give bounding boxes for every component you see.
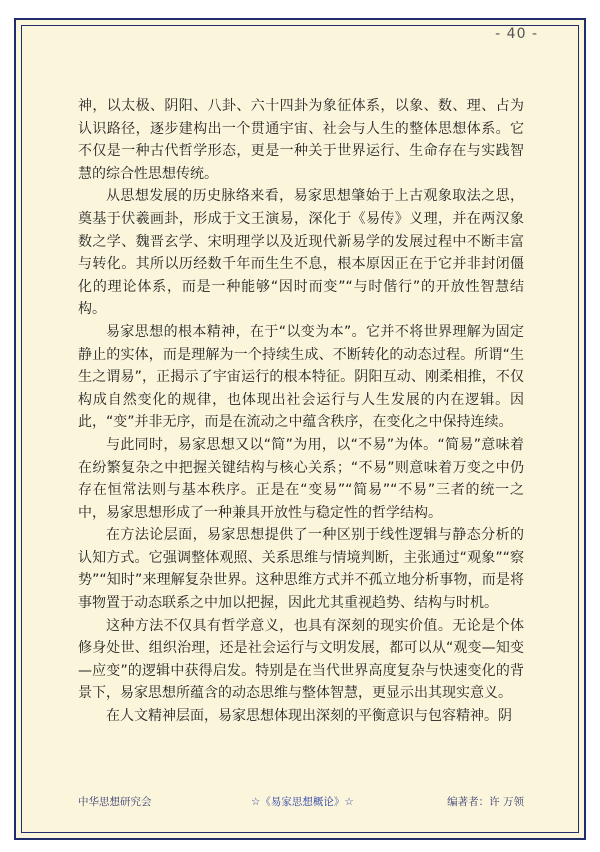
page-number: - 40 - [495,26,538,42]
paragraph: 这种方法不仅具有哲学意义，也具有深刻的现实价值。无论是个体修身处世、组织治理，还是社会运行与文明发展，都可以从“观变—知变—应变”的逻辑中获得启发。特别是在当代世界高度复杂与快速变化的背景下，易家思想所蕴含的动态思维与整体智慧，更显示出其现实意义。 [78,617,524,702]
footer-book-title: ☆《易家思想概论》☆ [251,796,354,808]
footer-organization: 中华思想研究会 [78,796,152,808]
paragraph: 在方法论层面，易家思想提供了一种区别于线性逻辑与静态分析的认知方式。它强调整体观照、关系思维与情境判断，主张通过“观象”“察势”“知时”来理解复杂世界。这种思维方式并不孤立地分析事物，而是将事物置于动态联系之中加以把握，因此尤其重视趋势、结构与时机。 [78,527,524,612]
paragraph: 从思想发展的历史脉络来看，易家思想肇始于上古观象取法之思，奠基于伏羲画卦，形成于文王演易，深化于《易传》义理，并在两汉象数之学、魏晋玄学、宋明理学以及近现代新易学的发展过程中不断丰富与转化。其所以历经数千年而生生不息，根本原因正在于它并非封闭僵化的理论体系，而是一种能够“因时而变”“与时偕行”的开放性智慧结构。 [78,188,524,318]
paragraph: 在人文精神层面，易家思想体现出深刻的平衡意识与包容精神。阴 [106,708,512,725]
paragraph: 与此同时，易家思想又以“简”为用，以“不易”为体。“简易”意味着在纷繁复杂之中把握关键结构与核心关系；“不易”则意味着万变之中仍存在恒常法则与基本秩序。正是在“变易”“简易”“不易”三者的统一之中，易家思想形成了一种兼具开放性与稳定性的哲学结构。 [78,436,524,521]
body-text [78,95,524,728]
footer-author: 编著者：许 万领 [447,796,524,808]
paragraph: 易家思想的根本精神，在于“以变为本”。它并不将世界理解为固定静止的实体，而是理解为一个持续生成、不断转化的动态过程。所谓“生生之谓易”，正揭示了宇宙运行的根本特征。阴阳互动、刚柔相推，不仅构成自然变化的规律，也体现出社会运行与人生发展的内在逻辑。因此，“变”并非无序，而是在流动之中蕴含秩序，在变化之中保持连续。 [78,323,524,431]
page-footer [78,794,524,810]
paragraph: 神，以太极、阴阳、八卦、六十四卦为象征体系，以象、数、理、占为认识路径，逐步建构出一个贯通宇宙、社会与人生的整体思想体系。它不仅是一种古代哲学形态，更是一种关于世界运行、生命存在与实践智慧的综合性思想传统。 [78,98,524,182]
